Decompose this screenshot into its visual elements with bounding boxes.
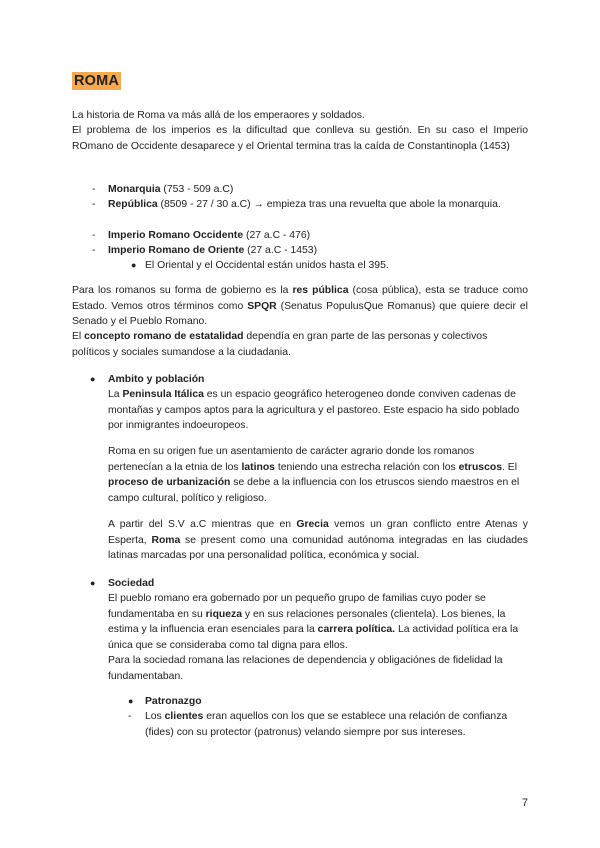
list-dash: - <box>92 245 96 256</box>
section-title-ambito: Ambito y población <box>108 374 205 385</box>
list-dash: - <box>92 199 96 210</box>
paragraph-res-publica: Para los romanos su forma de gobierno es la res pública (cosa pública), esta se traduce como Estado. Vemos otros términos como SPQR (Senatus PopulusQue Romanus) que quiere decir el Senado y el Pueblo Romano. <box>72 285 528 327</box>
page-title: ROMA <box>74 73 120 89</box>
period-item <box>108 182 528 198</box>
period-name: Imperio Romano de Oriente <box>108 245 245 256</box>
period-sub-item: El Oriental y el Occidental están unidos hasta el 395. <box>145 260 389 271</box>
subsection-title-patronazgo: Patronazgo <box>145 696 202 707</box>
section-sociedad-p1: El pueblo romano era gobernado por un pequeño grupo de familias cuyo poder se fundamentaba en su riqueza y en sus relaciones personales (clientela). Los bienes, la estima y la influencia eran esenciales para la carrera política. La actividad política era la única que se consideraba como tal digna para ellos. <box>108 593 519 651</box>
section-ambito-p2: Roma en su origen fue un asentamiento de carácter agrario donde los romanos pertenecían a la etnia de los latinos teniendo una estrecha relación con los etruscos. El proceso de urbanización se debe a la influencia con los etruscos siendo maestros en el campo cultural, político y religioso. <box>108 446 520 504</box>
bullet-icon: ● <box>90 578 96 588</box>
section-title-sociedad: Sociedad <box>108 578 155 589</box>
period-name: República <box>108 199 158 210</box>
intro-line-2: El problema de los imperios es la dificultad que conlleva su gestión. En su caso el Imperio ROmano de Occidente desaparece y el Oriental termina tras la caída de Constantinopla (1453) <box>72 125 528 152</box>
period-dates: (27 a.C - 476) <box>243 230 311 241</box>
subsection-patronazgo-text: Los clientes eran aquellos con los que se establece una relación de confianza (fides) con su protector (patronus) velando siempre por sus intereses. <box>145 711 508 738</box>
list-dash: - <box>128 711 132 722</box>
period-name: Imperio Romano Occidente <box>108 230 244 241</box>
section-ambito-p1: La Peninsula Itálica es un espacio geográfico heterogeneo donde conviven cadenas de montañas y campos aptos para la agricultura y el pastoreo. Este espacio ha sido poblado por inmigrantes indoeuropeos. <box>108 389 520 431</box>
paragraph-estatalidad: El concepto romano de estatalidad dependía en gran parte de las personas y colectivos políticos y sociales sumandose a la ciudadania. <box>72 331 488 358</box>
bullet-icon: ● <box>128 696 134 706</box>
period-name: Monarquia <box>108 184 161 195</box>
list-dash: - <box>92 230 96 241</box>
period-dates: (8509 - 27 / 30 a.C) → empieza tras una revuelta que abole la monarquia. <box>157 199 501 210</box>
period-item <box>108 228 528 244</box>
bullet-icon: ● <box>131 260 137 270</box>
intro-line-1: La historia de Roma va más allá de los emperaores y soldados. <box>72 110 365 121</box>
section-ambito-p3: A partir del S.V a.C mientras que en Grecia vemos un gran conflicto entre Atenas y Esperta, Roma se present como una comunidad autónoma integradas en las ciudades latinas marcadas por una personalidad política, económica y social. <box>108 519 528 561</box>
section-sociedad-p2: Para la sociedad romana las relaciones de dependencia y obligaciónes de fidelidad la fundamentaban. <box>108 655 503 682</box>
bullet-icon: ● <box>90 374 96 384</box>
period-item <box>108 197 528 213</box>
list-dash: - <box>92 184 96 195</box>
period-dates: (27 a.C - 1453) <box>244 245 318 256</box>
period-item <box>108 243 528 259</box>
period-dates: (753 - 509 a.C) <box>160 184 234 195</box>
page-number: 7 <box>521 797 528 809</box>
